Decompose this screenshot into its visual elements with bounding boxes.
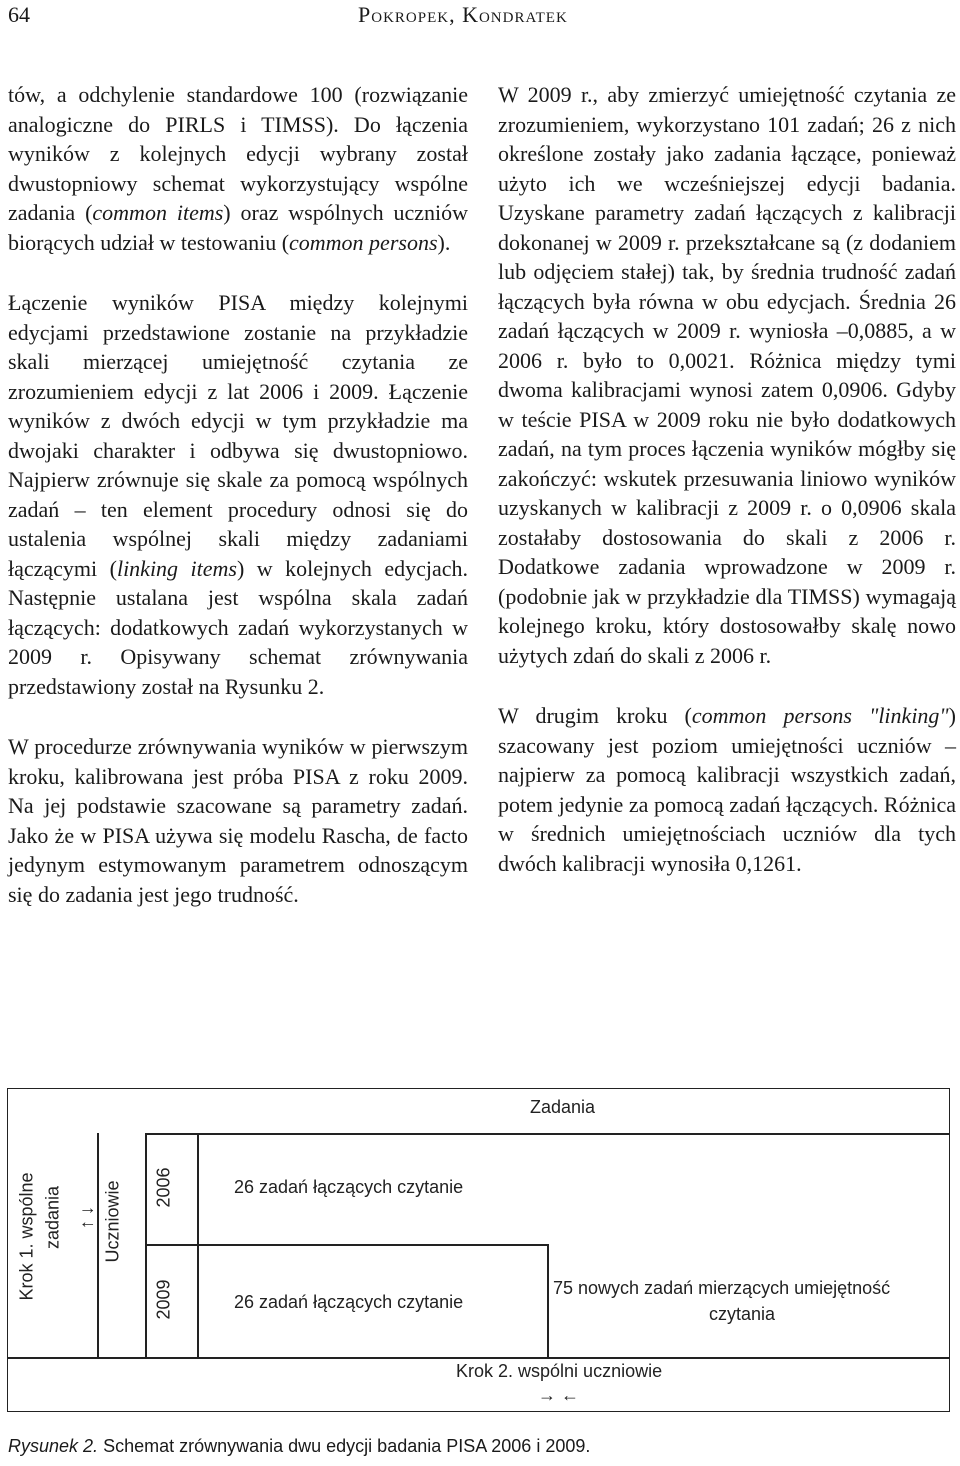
caption-text: Schemat zrównywania dwu edycji badania PISA 2006 i 2009. — [103, 1436, 591, 1456]
year-2009-label: 2009 — [153, 1279, 174, 1320]
text-run: ) oraz wspólnych uczniów biorących udział w testowaniu ( — [8, 200, 468, 255]
paragraph — [498, 80, 956, 670]
caption-label: Rysunek 2. — [8, 1436, 99, 1456]
italic-term: common persons — [289, 229, 438, 255]
horizontal-divider — [145, 1133, 949, 1135]
linking-items-2009: 26 zadań łączących czytanie — [234, 1292, 464, 1312]
equating-diagram — [7, 1088, 950, 1412]
italic-term: common items — [92, 200, 224, 225]
horizontal-arrows: → ← — [538, 1385, 580, 1405]
vertical-divider — [197, 1133, 199, 1358]
paragraph — [8, 288, 468, 701]
vertical-divider — [547, 1244, 549, 1357]
italic-term: linking items — [116, 555, 237, 581]
year-2006-label: 2006 — [153, 1167, 174, 1208]
students-label: Uczniowie — [102, 1180, 123, 1263]
step1-label-2: zadania — [42, 1185, 63, 1250]
text-run: ) szacowany jest poziom umiejętności uczniów – najpierw za pomocą kalibracji wszystkich zadań, potem jedynie za pomocą zadań łączących. Różnica w średnich umiejętnościach uczniów dla tych dwóch kalibracji wynosiła 0,1261. — [498, 703, 956, 876]
text-run: ). — [437, 229, 451, 255]
text-run: tów, a odchylenie standardowe 100 (rozwiązanie analogiczne do PIRLS i TIMSS). Do łączenia wyników z kolejnych edycji wybrany został dwustopniowy schemat wykorzystujący wspólne zadania ( — [8, 82, 468, 225]
horizontal-divider — [8, 1357, 949, 1359]
page-header — [0, 0, 960, 40]
left-column — [8, 80, 468, 940]
text-run: Łączenie wyników PISA między kolejnymi edycjami przedstawione zostanie na przykładzie skali mierzącej umiejętność czytania ze zrozumieniem edycji z lat 2006 i 2009. Łączenie wyników z dwóch edycji w tym przykładzie ma dwojaki charakter i odbywa się dwustopniowo. Najpierw zrównuje się skale za pomocą wspólnych zadań – ten element procedury odnosi się do ustalenia wspólnej skali między zadaniami łączącymi ( — [8, 290, 468, 581]
linking-items-2006: 26 zadań łączących czytanie — [234, 1177, 464, 1197]
step1-label: Krok 1. wspólne — [16, 1172, 37, 1301]
running-head: Pokropek, Kondratek — [358, 2, 568, 27]
right-column — [498, 80, 956, 909]
new-items-line1: 75 nowych zadań mierzących umiejętność — [553, 1278, 891, 1298]
horizontal-divider — [145, 1244, 547, 1246]
text-run: W procedurze zrównywania wyników w pierwszym kroku, kalibrowana jest próba PISA z roku 2009. Na jej podstawie szacowane są parametry zadań. Jako że w PISA używa się modelu Rascha, de facto jedynym estymowanym parametrem odnoszącym się do zadania jest jego trudność. — [8, 734, 468, 907]
page-number: 64 — [8, 2, 30, 27]
paragraph — [8, 80, 468, 257]
new-items-line2: czytania — [709, 1304, 776, 1324]
text-run: ) w kolejnych edycjach. Następnie ustalana jest wspólna skala zadań łączących: dodatkowych zadań wykorzystanych w 2009 r. Opisywany schemat zrównywania przedstawiony został na Rysunku 2. — [8, 555, 468, 699]
figure-caption — [8, 1436, 590, 1457]
step2-label: Krok 2. wspólni uczniowie — [456, 1361, 663, 1381]
italic-term: common persons "linking" — [691, 703, 949, 728]
tasks-label: Zadania — [530, 1097, 596, 1117]
vertical-divider — [145, 1133, 147, 1358]
paragraph — [8, 732, 468, 909]
vertical-arrows: ↑ ↓ — [76, 1206, 97, 1230]
text-run: W 2009 r., aby zmierzyć umiejętność czytania ze zrozumieniem, wykorzystano 101 zadań; 26 z nich określone zostały jako zadania łączące, ponieważ użyto ich we wcześniejszej edycji badania. Uzyskane parametry zadań łączących z kalibracji dokonanej w 2009 r. przekształcane są (z dodaniem lub odjęciem stałej) tak, by średnia trudność zadań łączących była równa w obu edycjach. Średnia 26 zadań łączących w 2009 r. wyniosła –0,0885, a w 2006 r. było to 0,0021. Różnica między tymi dwoma kalibracjami wynosi zatem 0,0906. Gdyby w teście PISA w 2009 roku nie było dodatkowych zadań, na tym proces łączenia wyników mógłby się zakończyć: wskutek przesuwania liniowo wyników uzyskanych w kalibracji z 2009 r. o 0,0906 skala zostałaby dostosowania do skali z 2006 r. Dodatkowe zadania wprowadzone w 2009 r. (podobnie jak w przykładzie dla TIMSS) wymagają kolejnego kroku, który dostosowałby skalę nowo użytych zdań do skali z 2006 r. — [498, 82, 956, 668]
text-run: W drugim kroku ( — [498, 703, 692, 728]
paragraph — [498, 701, 956, 878]
